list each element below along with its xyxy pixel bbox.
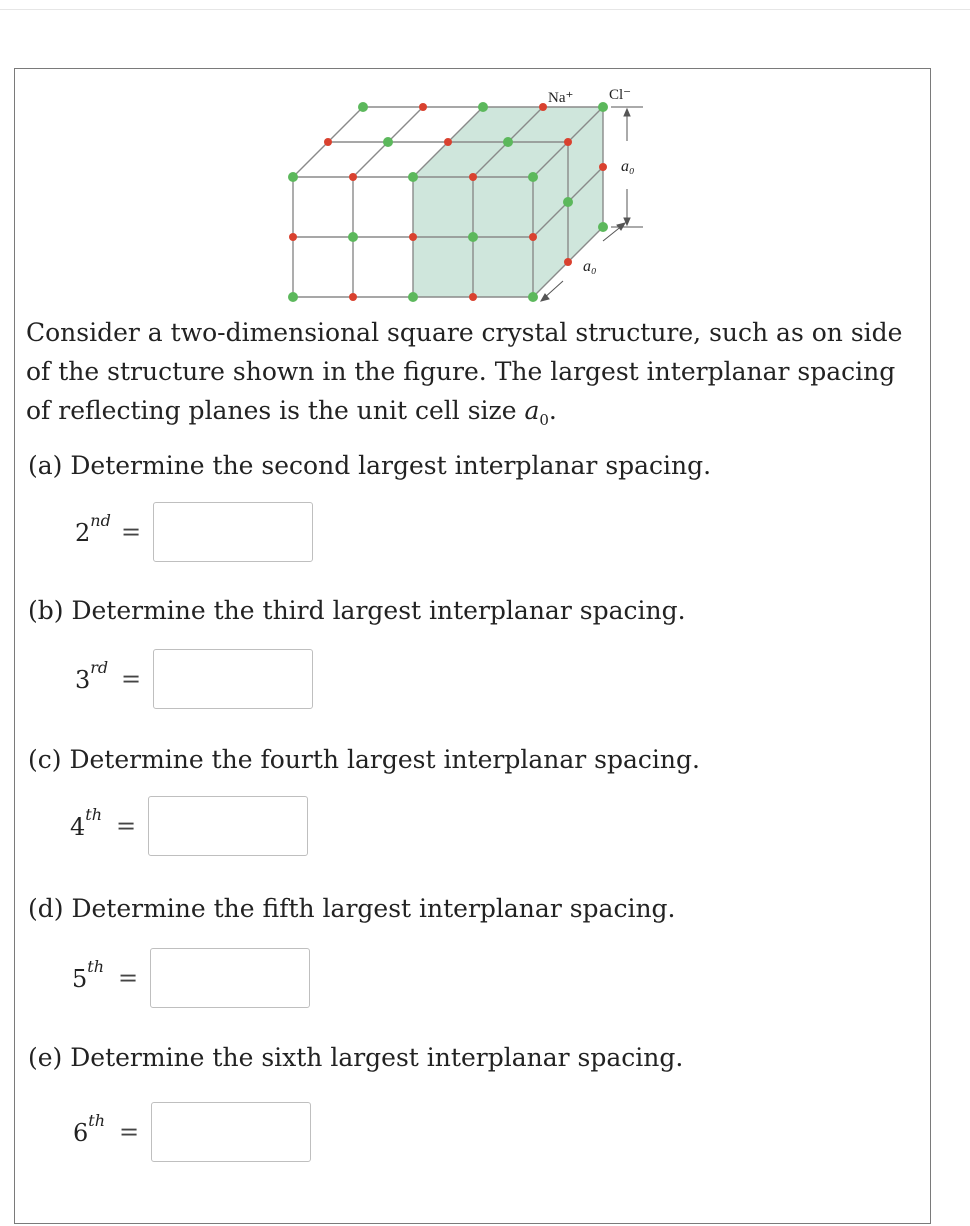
answer-row-d: 5th = [72,947,310,1009]
cl-ion [468,232,478,242]
crystal-figure [285,87,685,327]
na-label: Na⁺ [548,90,574,106]
answer-input-3rd[interactable] [153,649,313,709]
cl-ion [503,137,513,147]
a0-diagonal-label: a₀ [583,258,597,275]
answer-label: 3rd [75,658,109,694]
answer-input-2nd[interactable] [153,502,313,562]
intro-text: Consider a two-dimensional square crystal structure, such as on side of the structure shown in the figure. The largest interplanar spacing of reflecting planes is the unit cell size $a_0$. [26,318,903,429]
na-ion [289,233,297,241]
cl-ion [598,102,608,112]
answer-label: 2nd [75,511,111,547]
question-c: (c) Determine the fourth largest interplanar spacing. [28,745,700,774]
cl-ion [478,102,488,112]
na-ion [469,173,477,181]
na-ion [599,163,607,171]
cl-ion [348,232,358,242]
answer-label: 5th [72,957,105,993]
answer-row-e: 6th = [73,1101,311,1163]
na-ion [469,293,477,301]
answer-row-c: 4th = [70,795,308,857]
na-ion [444,138,452,146]
a0-vertical-label: a₀ [621,158,635,175]
question-b: (b) Determine the third largest interplanar spacing. [28,596,686,625]
cl-ion [528,172,538,182]
cl-ion [383,137,393,147]
problem-card [14,68,931,1224]
answer-row-b: 3rd = [75,648,313,710]
cl-ion [288,172,298,182]
answer-row-a: 2nd = [75,501,313,563]
cl-ion [408,172,418,182]
cl-ion [288,292,298,302]
cl-ion [408,292,418,302]
na-ion [539,103,547,111]
na-ion [324,138,332,146]
answer-label: 4th [70,805,103,841]
cl-ion [358,102,368,112]
cl-ion [528,292,538,302]
answer-input-5th[interactable] [150,948,310,1008]
na-ion [564,138,572,146]
na-ion [349,173,357,181]
answer-input-6th[interactable] [151,1102,311,1162]
question-d: (d) Determine the fifth largest interplanar spacing. [28,894,676,923]
answer-label: 6th [73,1111,106,1147]
na-ion [529,233,537,241]
question-e: (e) Determine the sixth largest interplanar spacing. [28,1043,684,1072]
question-a: (a) Determine the second largest interplanar spacing. [28,451,712,480]
a0-symbol: $a_0$ [524,396,549,429]
cl-label: Cl⁻ [609,87,632,103]
answer-input-4th[interactable] [148,796,308,856]
cl-ion [598,222,608,232]
na-ion [409,233,417,241]
na-ion [564,258,572,266]
na-ion [419,103,427,111]
na-ion [349,293,357,301]
top-divider [0,9,970,10]
cl-ion [563,197,573,207]
